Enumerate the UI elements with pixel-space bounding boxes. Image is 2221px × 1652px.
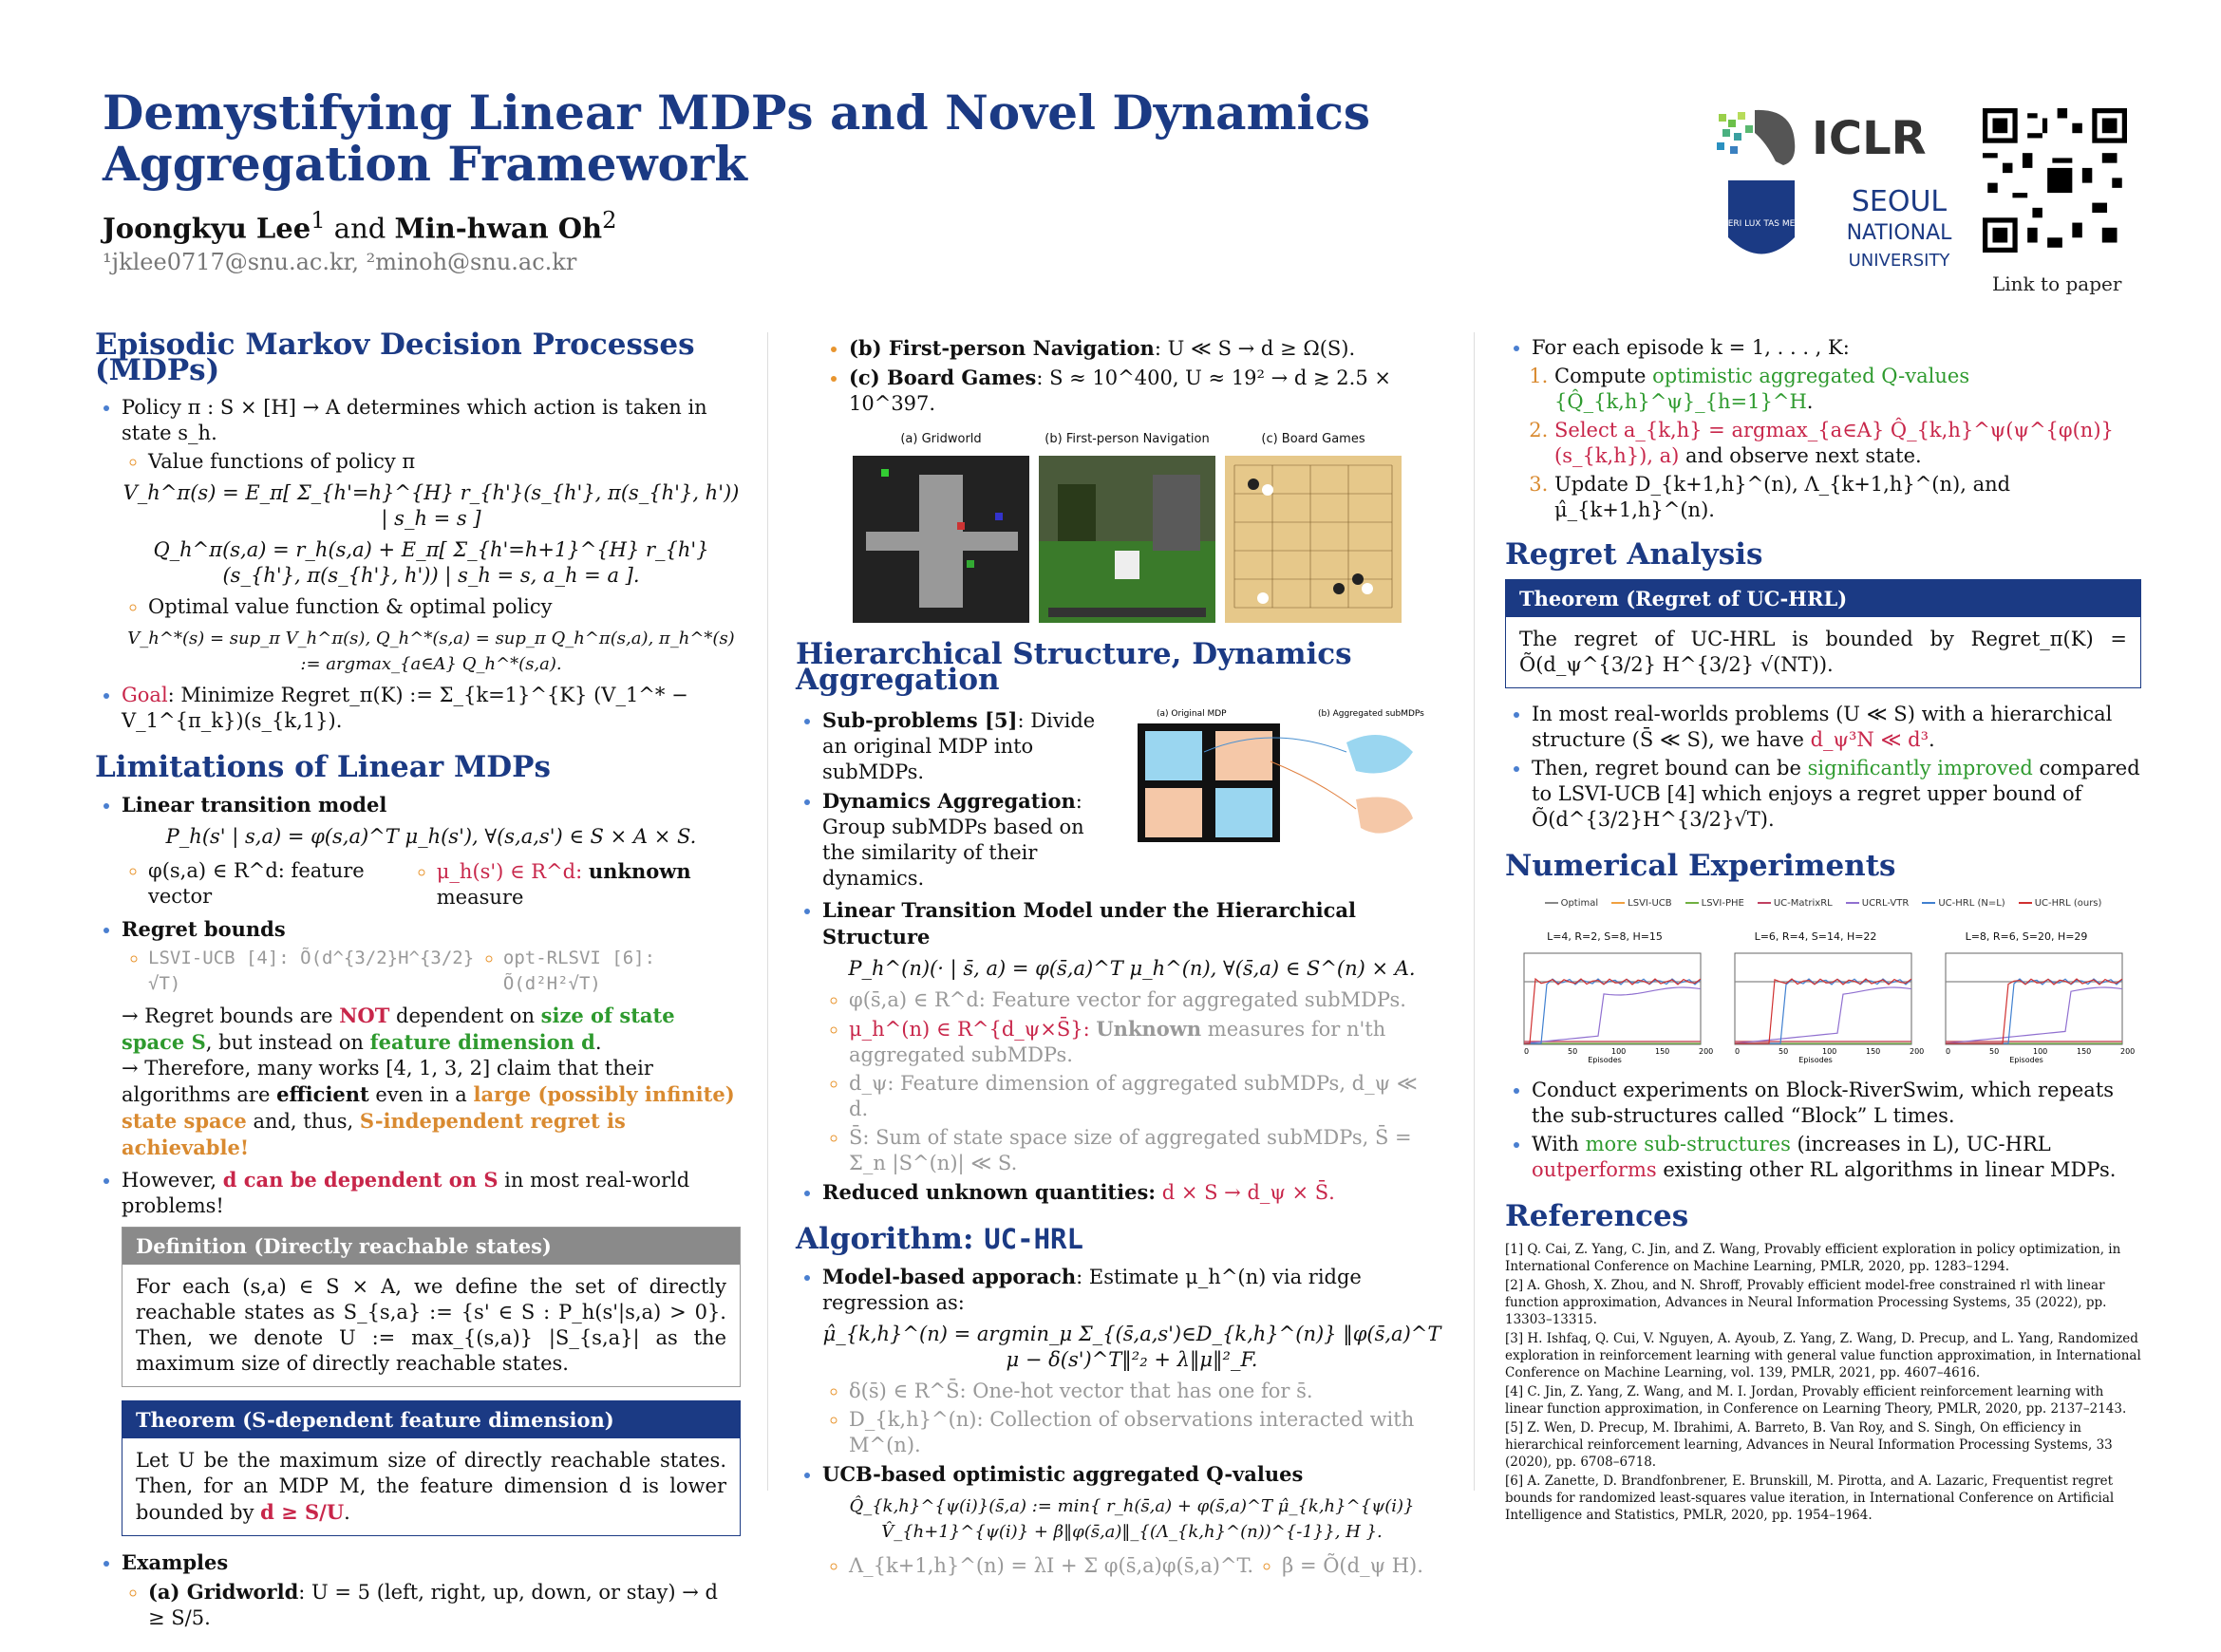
legend-entry: UC-MatrixRL (1758, 891, 1833, 916)
x-tick-label: 0 (1524, 1047, 1530, 1056)
regret-note-2: → Therefore, many works [4, 1, 3, 2] claim that their algorithms are efficient even in a large (possibly infinite) state space and, thus, S-independent regret is achievable! (122, 1057, 735, 1159)
section-experiments: Numerical Experiments Optimal LSVI-UCB LSVI-PHE UC-MatrixRL UCRL-VTR UC-HRL (N=L) UC-HRL (ours) L=4, R=2, S=8, H=15 0 50 100 150 200 Episodes L=6, R=4, S=14, H=22 0 50 100 150 200 Episodes L=8, R=6, S=20, H=29 0 50 100 150 200 Episodes • Conduct experiments on Block-RiverSwim, which repeats the sub-structures called “Block” L times. • With more sub-structures (increases in L), UC-HRL outperforms existing other RL algorithms in linear MDPs. (1505, 854, 2141, 1183)
equation-q: Q_h^π(s,a) = r_h(s,a) + E_π[ Σ_{h'=h+1}^{H} r_{h'}(s_{h'}, π(s_{h'}, h')) | s_h = s, a_h = a ]. (153, 538, 709, 587)
legend-entry: LSVI-UCB (1611, 891, 1671, 916)
experiment-plots (1505, 924, 2141, 1070)
section-title: Numerical Experiments (1505, 849, 1896, 883)
column-1 (95, 328, 741, 1652)
legend-entry: LSVI-PHE (1685, 891, 1744, 916)
aggregation-diagram (1128, 704, 1441, 847)
plot-title: L=8, R=6, S=20, H=29 (1965, 930, 2088, 943)
go-board-image (1225, 456, 1402, 623)
reference-item: [2] A. Ghosh, X. Zhou, and N. Shroff, Provably efficient model-free constrained rl with linear function approximation, Advances in Neural Information Processing Systems, 35 (2022), pp. 13303–13315. (1505, 1278, 2107, 1327)
section-mdp: Episodic Markov Decision Processes (MDPs) • Policy π : S × [H] → A determines which action is taken in state s_h. ◦ Value functions of policy π V_h^π(s) = E_π[ Σ_{h'=h}^{H} r_{h'}(s_{h'}, π(s_{h'}, h')) | s_h = s ] Q_h^π(s,a) = r_h(s,a) + E_π[ Σ_{h'=h+1}^{H} r_{h'}(s_{h'}, π(s_{h'}, h')) | s_h = s, a_h = a ]. ◦ Optimal value function & optimal policy V_h^*(s) = sup_π V_h^π(s), Q_h^*(s,a) = sup_π Q_h^π(s,a), π_h^*(s) := argmax_{a∈A} Q_h^*(s,a). • Goal: Minimize Regret_π(K) := Σ_{k=1}^{K} (V_1^* − V_1^{π_k})(s_{k,1}). (95, 332, 741, 734)
x-tick-label: 200 (1699, 1047, 1714, 1056)
legend-entry: UC-HRL (ours) (2019, 891, 2102, 916)
experiment-plot (1927, 924, 2136, 1070)
x-tick-label: 100 (2033, 1047, 2048, 1056)
x-tick-label: 150 (1866, 1047, 1881, 1056)
x-tick-label: 0 (1946, 1047, 1951, 1056)
legend-entry: UC-HRL (N=L) (1922, 891, 2005, 916)
x-axis-label: Episodes (2009, 1056, 2043, 1064)
regret-theorem-box: Theorem (Regret of UC-HRL) The regret of UC-HRL is bounded by Regret_π(K) = Õ(d_ψ^{3/2} H^{3/2} √(NT)). (1505, 579, 2141, 688)
definition-box: Definition (Directly reachable states) For each (s,a) ∈ S × A, we define the set of directly reachable states as S_{s,a} := {s' ∈ S : P_h(s'|s,a) > 0}. Then, we denote U := max_{(s,a)} |S_{s,a}| as the maximum size of directly reachable states. (122, 1227, 741, 1387)
equation-ridge: μ̂_{k,h}^(n) = argmin_μ Σ_{(s̄,a,s')∈D_{k,h}^(n)} ‖φ(s̄,a)^T μ − δ(s')^T‖²₂ + λ‖μ‖²_F. (822, 1323, 1441, 1371)
navigation-image (1039, 456, 1215, 623)
snu-national: NATIONAL (1846, 221, 1952, 245)
x-axis-label: Episodes (1798, 1056, 1833, 1064)
reference-item: [6] A. Zanette, D. Brandfonbrener, E. Brunskill, M. Pirotta, and A. Lazaric, Frequentist regret bounds for randomized least-squares value iteration, in International Conference on Artificial Intelligence and Statistics, PMLR, 2020, pp. 1954–1964. (1505, 1474, 2115, 1523)
x-tick-label: 200 (2120, 1047, 2136, 1056)
x-tick-label: 0 (1735, 1047, 1741, 1056)
reference-item: [4] C. Jin, Z. Yang, Z. Wang, and M. I. Jordan, Provably efficient reinforcement learning with linear function approximation, in Conference on Learning Theory, PMLR, 2020, pp. 2137–2143. (1505, 1384, 2127, 1417)
x-tick-label: 100 (1611, 1047, 1627, 1056)
legend-entry: Optimal (1545, 891, 1599, 916)
plot-legend (1505, 891, 2141, 916)
x-tick-label: 50 (1568, 1047, 1578, 1056)
x-tick-label: 100 (1822, 1047, 1837, 1056)
iclr-text: ICLR (1812, 112, 1927, 165)
experiment-plot (1505, 924, 1714, 1070)
svg-text:VERI LUX TAS MEA: VERI LUX TAS MEA (1722, 219, 1801, 229)
section-title: Hierarchical Structure, Dynamics Aggregation (796, 637, 1352, 697)
equation-transition: P_h(s' | s,a) = φ(s,a)^T μ_h(s'), ∀(s,a,s') ∈ S × A × S. (165, 825, 697, 848)
poster-title: Demystifying Linear MDPs and Novel Dynamics Aggregation Framework (103, 84, 1371, 192)
svg-text:(b) Aggregated subMDPs: (b) Aggregated subMDPs (1318, 709, 1424, 719)
x-tick-label: 50 (1989, 1047, 2000, 1056)
experiment-plot (1716, 924, 1925, 1070)
section-regret: Regret Analysis Theorem (Regret of UC-HRL) The regret of UC-HRL is bounded by Regret_π(K) = Õ(d_ψ^{3/2} H^{3/2} √(NT)). • In most real-worlds problems (U ≪ S) with a hierarchical structure (S̄ ≪ S), we have d_ψ³N ≪ d³. • Then, regret bound can be significantly improved compared to LSVI-UCB [4] which enjoys a regret upper bound of Õ(d^{3/2}H^{3/2}√T). (1505, 542, 2141, 833)
plot-frame (1735, 953, 1911, 1044)
qr-code-icon[interactable] (1983, 108, 2127, 253)
section-title: Algorithm: UC-HRL (796, 1222, 1083, 1256)
iclr-logo-icon (1717, 110, 1795, 165)
section-limitations: Limitations of Linear MDPs • Linear transition model P_h(s' | s,a) = φ(s,a)^T μ_h(s'), ∀(s,a,s') ∈ S × A × S. ◦ φ(s,a) ∈ R^d: feature vector ◦ μ_h(s') ∈ R^d: unknown measure • Regret bounds ◦ LSVI-UCB [4]: Õ(d^{3/2}H^{3/2}√T) ◦ opt-RLSVI [6]: Õ(d²H²√T) → Regret bounds are NOT dependent on size of state space S, but instead on feature dimension d. → Therefore, many works [4, 1, 3, 2] claim that their algorithms are efficient even in a large (possibly infinite) state space and, thus, S-independent regret is achievable! • However, d can be dependent on S in most real-world problems! Definition (Directly reachable states) For each (s,a) ∈ S × A, we define the set of directly reachable states as S_{s,a} := {s' ∈ S : P_h(s'|s,a) > 0}. Then, we denote U := max_{(s,a)} |S_{s,a}| as the maximum size of directly reachable states. Theorem (S-dependent feature dimension) Let U be the maximum size of directly reachable states. Then, for an MDP M, the feature dimension d is lower bounded by d ≥ S/U. • Examples ◦ (a) Gridworld: U = 5 (left, right, up, down, or stay) → d ≥ S/5. (95, 755, 741, 1631)
reference-item: [3] H. Ishfaq, Q. Cui, V. Nguyen, A. Ayoub, Z. Yang, Z. Wang, D. Precup, and L. Yang, Randomized exploration in reinforcement learning with general value function approximation, in International Conference on Machine Learning, vol. 139, PMLR, 2021, pp. 4607–4616. (1505, 1331, 2141, 1380)
section-algorithm: Algorithm: UC-HRL • Model-based apporach: Estimate μ_h^(n) via ridge regression as: μ̂_{k,h}^(n) = argmin_μ Σ_{(s̄,a,s')∈D_{k,h}^(n)} ‖φ(s̄,a)^T μ − δ(s')^T‖²₂ + λ‖μ‖²_F. ◦ δ(s̄) ∈ R^S̄: One-hot vector that has one for s̄. ◦ D_{k,h}^(n): Collection of observations interacted with M^(n). • UCB-based optimistic aggregated Q-values Q̂_{k,h}^{ψ(i)}(s̄,a) := min{ r_h(s̄,a) + φ(s̄,a)^T μ̂_{k,h}^{ψ(i)} V̂_{h+1}^{ψ(i)} + β‖φ(s̄,a)‖_{(Λ_{k,h}^(n))^{-1}}, H }. ◦ Λ_{k+1,h}^(n) = λI + Σ φ(s̄,a)φ(s̄,a)^T. ◦ β = Õ(d_ψ H). (796, 1227, 1441, 1582)
legend-entry: UCRL-VTR (1846, 891, 1910, 916)
section-title: Limitations of Linear MDPs (95, 750, 551, 784)
column-divider (1474, 332, 1475, 1491)
snu-seal-icon (1722, 180, 1802, 254)
x-axis-label: Episodes (1588, 1056, 1622, 1064)
snu-university: UNIVERSITY (1848, 251, 1950, 271)
equation-optimal: V_h^*(s) = sup_π V_h^π(s), Q_h^*(s,a) = sup_π Q_h^π(s,a), π_h^*(s) := argmax_{a∈A} Q_h^*(s,a). (127, 629, 735, 674)
theorem-box: Theorem (S-dependent feature dimension) Let U be the maximum size of directly reachable states. Then, for an MDP M, the feature dimension d is lower bounded by d ≥ S/U. (122, 1400, 741, 1536)
reference-item: [1] Q. Cai, Z. Yang, C. Jin, and Z. Wang, Provably efficient exploration in policy optimization, in International Conference on Machine Learning, PMLR, 2020, pp. 1283–1294. (1505, 1242, 2121, 1274)
equation-ucb: Q̂_{k,h}^{ψ(i)}(s̄,a) := min{ r_h(s̄,a) + φ(s̄,a)^T μ̂_{k,h}^{ψ(i)} V̂_{h+1}^{ψ(i)} + β‖φ(s̄,a)‖_{(Λ_{k,h}^(n))^{-1}}, H }. (849, 1496, 1415, 1542)
qr-caption: Link to paper (1992, 272, 2122, 295)
equation-v: V_h^π(s) = E_π[ Σ_{h'=h}^{H} r_{h'}(s_{h'}, π(s_{h'}, h')) | s_h = s ] (122, 481, 740, 530)
column-2: • (b) First-person Navigation: U ≪ S → d ≥ Ω(S). • (c) Board Games: S ≈ 10^400, U ≈ 19² → d ≳ 2.5 × 10^397. (a) Gridworld (b) First-person Navigation (c) Board Games Hierarchical Structure, Dynamics Aggregation • Sub-problems [5]: Divide an original MDP into subMDPs. • Dynamics Aggregation: Group subMDPs based on the similarity of their dynamics. (a) Original MDP (b) Aggregated subMDPs • Linear Transition Model under the Hierarchical Structure P_h^(n)(· | s̄, a) = φ(s̄,a)^T μ_h^(n), ∀(s̄,a) ∈ S^(n) × A. ◦ φ(s̄,a) ∈ R^d: Feature vector for aggregated subMDPs. ◦ μ_h^(n) ∈ R^{d_ψ×S̄}: Unknown measures for n'th aggregated subMDPs. ◦ d_ψ: Feature dimension of aggregated subMDPs, d_ψ ≪ d. ◦ S̄: Sum of state space size of aggregated subMDPs, S̄ = Σ_n |S^(n)| ≪ S. • Reduced unknown quantities: d × S → d_ψ × S̄. Algorithm: UC-HRL • Model-based apporach: Estimate μ_h^(n) via ridge regression as: μ̂_{k,h}^(n) = argmin_μ Σ_{(s̄,a,s')∈D_{k,h}^(n)} ‖φ(s̄,a)^T μ − δ(s')^T‖²₂ + λ‖μ‖²_F. ◦ δ(s̄) ∈ R^S̄: One-hot vector that has one for s̄. ◦ D_{k,h}^(n): Collection of observations interacted with M^(n). • UCB-based optimistic aggregated Q-values Q̂_{k,h}^{ψ(i)}(s̄,a) := min{ r_h(s̄,a) + φ(s̄,a)^T μ̂_{k,h}^{ψ(i)} V̂_{h+1}^{ψ(i)} + β‖φ(s̄,a)‖_{(Λ_{k,h}^(n))^{-1}}, H }. ◦ Λ_{k+1,h}^(n) = λI + Σ φ(s̄,a)φ(s̄,a)^T. ◦ β = Õ(d_ψ H). (796, 332, 1441, 1603)
equation-transition-n: P_h^(n)(· | s̄, a) = φ(s̄,a)^T μ_h^(n), ∀(s̄,a) ∈ S^(n) × A. (848, 957, 1416, 980)
iclr-snu-logos (1709, 104, 2004, 285)
svg-text:(a) Original MDP: (a) Original MDP (1157, 709, 1227, 719)
x-tick-label: 50 (1779, 1047, 1789, 1056)
column-3: • For each episode k = 1, . . . , K: 1. Compute optimistic aggregated Q-values {Q̂_{k,h}^ψ}_{h=1}^H. 2. Select a_{k,h} = argmax_{a∈A} Q̂_{k,h}^ψ(ψ^{φ(n)}(s_{k,h}), a) and observe next state. 3. Update D_{k+1,h}^(n), Λ_{k+1,h}^(n), and μ̂_{k+1,h}^(n). Regret Analysis Theorem (Regret of UC-HRL) The regret of UC-HRL is bounded by Regret_π(K) = Õ(d_ψ^{3/2} H^{3/2} √(NT)). • In most real-worlds problems (U ≪ S) with a hierarchical structure (S̄ ≪ S), we have d_ψ³N ≪ d³. • Then, regret bound can be significantly improved compared to LSVI-UCB [4] which enjoys a regret upper bound of Õ(d^{3/2}H^{3/2}√T). Numerical Experiments Optimal LSVI-UCB LSVI-PHE UC-MatrixRL UCRL-VTR UC-HRL (N=L) UC-HRL (ours) L=4, R=2, S=8, H=15 0 50 100 150 200 Episodes L=6, R=4, S=14, H=22 0 50 100 150 200 Episodes L=8, R=6, S=20, H=29 0 50 100 150 200 Episodes • Conduct experiments on Block-RiverSwim, which repeats the sub-structures called “Block” L times. • With more sub-structures (increases in L), UC-HRL outperforms existing other RL algorithms in linear MDPs. References [1] Q. Cai, Z. Yang, C. Jin, and Z. Wang, Provably efficient exploration in policy optimization, in International Conference on Machine Learning, PMLR, 2020, pp. 1283–1294. [2] A. Ghosh, X. Zhou, and N. Shroff, Provably efficient model-free constrained rl with linear function approximation, Advances in Neural Information Processing Systems, 35 (2022), pp. 13303–13315. [3] H. Ishfaq, Q. Cui, V. Nguyen, A. Ayoub, Z. Yang, Z. Wang, D. Precup, and L. Yang, Randomized exploration in reinforcement learning with general value function approximation, in International Conference on Machine Learning, vol. 139, PMLR, 2021, pp. 4607–4616. [4] C. Jin, Z. Yang, Z. Wang, and M. I. Jordan, Provably efficient reinforcement learning with linear function approximation, in Conference on Learning Theory, PMLR, 2020, pp. 2137–2143. [5] Z. Wen, D. Precup, M. Ibrahimi, A. Barreto, B. Van Roy, and S. Singh, On efficiency in hierarchical reinforcement learning, Advances in Neural Information Processing Systems, 33 (2020), pp. 6708–6718. [6] A. Zanette, D. Brandfonbrener, E. Brunskill, M. Pirotta, and A. Lazaric, Frequentist regret bounds for randomized least-squares value iteration, in International Conference on Artificial Intelligence and Statistics, PMLR, 2020, pp. 1954–1964. (1505, 332, 2141, 1545)
section-title: References (1505, 1199, 1689, 1233)
snu-seoul: SEOUL (1851, 185, 1948, 218)
section-references (1505, 1199, 2141, 1524)
section-hierarchical: Hierarchical Structure, Dynamics Aggregation • Sub-problems [5]: Divide an original MDP into subMDPs. • Dynamics Aggregation: Group subMDPs based on the similarity of their dynamics. (a) Original MDP (b) Aggregated subMDPs • Linear Transition Model under the Hierarchical Structure P_h^(n)(· | s̄, a) = φ(s̄,a)^T μ_h^(n), ∀(s̄,a) ∈ S^(n) × A. ◦ φ(s̄,a) ∈ R^d: Feature vector for aggregated subMDPs. ◦ μ_h^(n) ∈ R^{d_ψ×S̄}: Unknown measures for n'th aggregated subMDPs. ◦ d_ψ: Feature dimension of aggregated subMDPs, d_ψ ≪ d. ◦ S̄: Sum of state space size of aggregated subMDPs, S̄ = Σ_n |S^(n)| ≪ S. • Reduced unknown quantities: d × S → d_ψ × S̄. (796, 642, 1441, 1206)
authors: Joongkyu Lee$^1$ and Min-hwan Oh$^2$ (103, 207, 617, 245)
gridworld-image (853, 456, 1029, 623)
reference-item: [5] Z. Wen, D. Precup, M. Ibrahimi, A. Barreto, B. Van Roy, and S. Singh, On efficiency in hierarchical reinforcement learning, Advances in Neural Information Processing Systems, 33 (2020), pp. 6708–6718. (1505, 1420, 2113, 1470)
regret-note-1: → Regret bounds are NOT dependent on size of state space S, but instead on feature dimension d. (122, 1004, 675, 1054)
example-figures: (a) Gridworld (b) First-person Navigation (c) Board Games (853, 426, 1441, 632)
x-tick-label: 200 (1910, 1047, 1925, 1056)
x-tick-label: 150 (2077, 1047, 2092, 1056)
section-title: Episodic Markov Decision Processes (MDPs) (95, 328, 695, 387)
plot-title: L=6, R=4, S=14, H=22 (1754, 930, 1877, 943)
reference-list (1505, 1241, 2141, 1524)
section-title: Regret Analysis (1505, 537, 1763, 572)
plot-title: L=4, R=2, S=8, H=15 (1547, 930, 1663, 943)
author-emails: ¹jklee0717@snu.ac.kr, ²minoh@snu.ac.kr (103, 249, 577, 275)
plot-frame (1524, 953, 1701, 1044)
column-divider (767, 332, 768, 1491)
plot-frame (1946, 953, 2122, 1044)
x-tick-label: 150 (1655, 1047, 1670, 1056)
